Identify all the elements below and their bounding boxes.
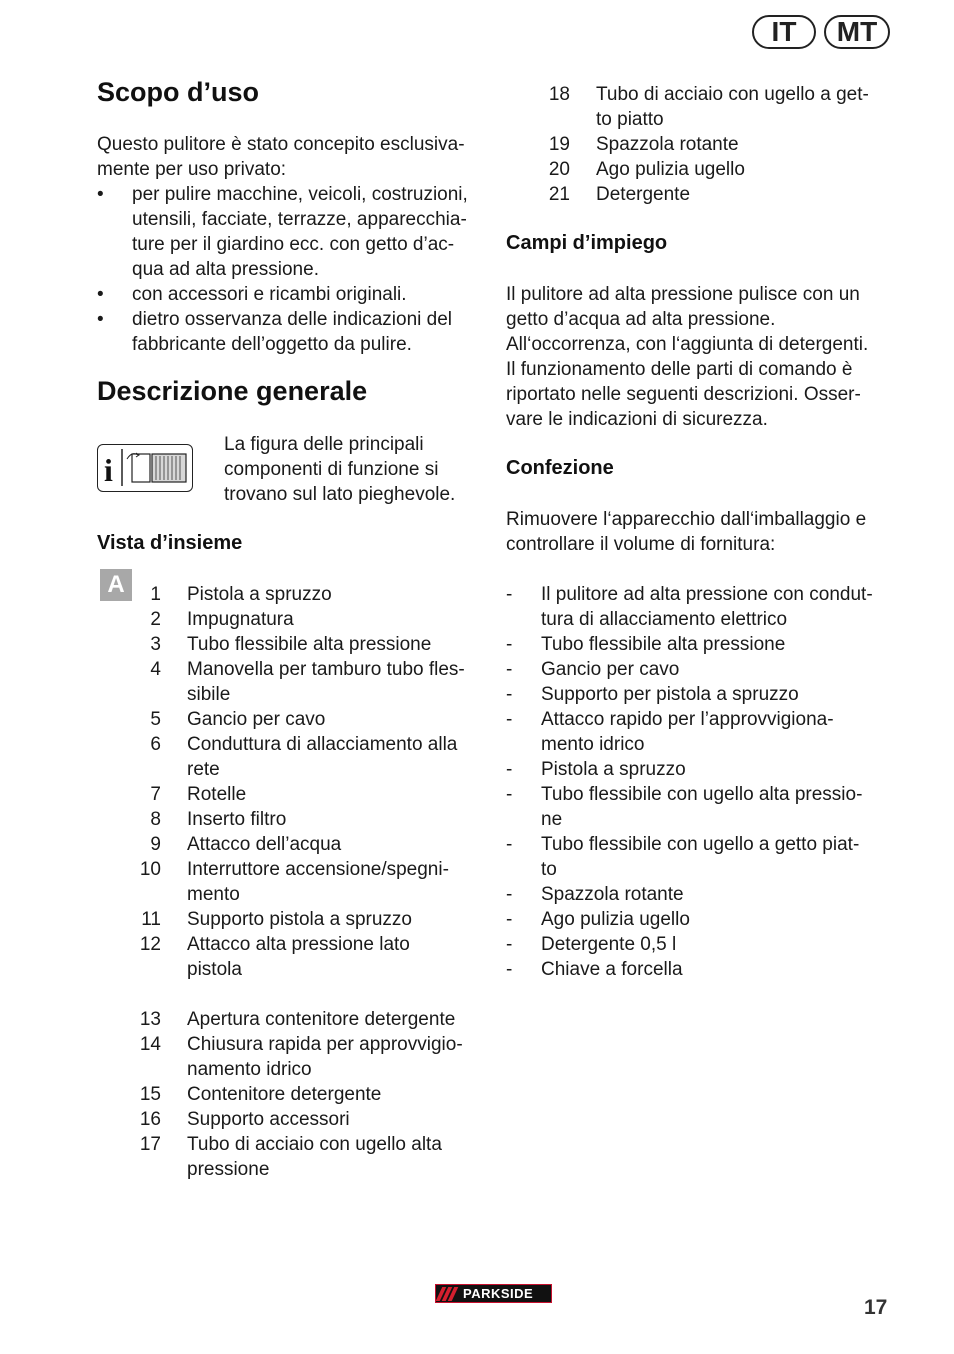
vista-component-list bbox=[139, 582, 487, 1182]
text-line: La figura delle principali bbox=[224, 434, 424, 455]
item-number: 19 bbox=[548, 134, 570, 155]
item-number: 14 bbox=[139, 1034, 161, 1055]
item-number: 1 bbox=[150, 584, 161, 605]
dash-mark: - bbox=[506, 759, 513, 780]
text-line: Chiusura rapida per approvvigio- bbox=[187, 1034, 463, 1055]
text-line: to piatto bbox=[596, 109, 664, 130]
list-item bbox=[548, 182, 896, 207]
bullet-mark: • bbox=[97, 184, 104, 205]
text-line: Detergente bbox=[596, 184, 691, 205]
text-line: Apertura contenitore detergente bbox=[187, 1009, 456, 1030]
section-title-descrizione: Descrizione generale bbox=[97, 376, 368, 406]
text-line: Spazzola rotante bbox=[541, 884, 684, 905]
text-line: Ago pulizia ugello bbox=[596, 159, 745, 180]
text-line: Tubo flessibile alta pressione bbox=[541, 634, 786, 655]
dash-mark: - bbox=[506, 884, 513, 905]
vista-component-list-continued bbox=[548, 82, 896, 207]
list-item bbox=[506, 682, 901, 707]
text-line: pistola bbox=[187, 959, 242, 980]
text-line: Pistola a spruzzo bbox=[541, 759, 686, 780]
text-line: Conduttura di allacciamento alla bbox=[187, 734, 458, 755]
list-item bbox=[150, 632, 487, 657]
text-line: Attacco rapido per l’approvvigiona- bbox=[541, 709, 834, 730]
section-title-confezione: Confezione bbox=[506, 457, 614, 479]
list-item bbox=[506, 957, 901, 982]
list-item bbox=[506, 782, 901, 832]
bullet-mark: • bbox=[97, 284, 104, 305]
item-number: 7 bbox=[150, 784, 161, 805]
list-item bbox=[506, 907, 901, 932]
text-line: All‘occorrenza, con l‘aggiunta di detergenti. bbox=[506, 334, 869, 355]
dash-mark: - bbox=[506, 909, 513, 930]
text-line: componenti di funzione si bbox=[224, 459, 439, 480]
list-item bbox=[548, 132, 896, 157]
list-item bbox=[139, 1007, 487, 1032]
text-line: to bbox=[541, 859, 557, 880]
text-line: rete bbox=[187, 759, 220, 780]
list-item bbox=[150, 607, 487, 632]
text-line: per pulire macchine, veicoli, costruzioni, bbox=[132, 184, 468, 205]
text-line: Detergente 0,5 l bbox=[541, 934, 677, 955]
scopo-intro bbox=[97, 132, 465, 182]
text-line: mento bbox=[187, 884, 240, 905]
text-line: Il funzionamento delle parti di comando è bbox=[506, 359, 853, 380]
list-item bbox=[150, 707, 487, 732]
text-line: namento idrico bbox=[187, 1059, 312, 1080]
dash-mark: - bbox=[506, 784, 513, 805]
list-item bbox=[506, 657, 901, 682]
text-line: tura di allacciamento elettrico bbox=[541, 609, 788, 630]
text-line: riportato nelle seguenti descrizioni. Osser- bbox=[506, 384, 861, 405]
scopo-bullet-list bbox=[97, 182, 487, 357]
list-item bbox=[548, 157, 896, 182]
list-item bbox=[141, 907, 487, 932]
item-number: 5 bbox=[150, 709, 161, 730]
item-number: 2 bbox=[150, 609, 161, 630]
text-line: Attacco alta pressione lato bbox=[187, 934, 410, 955]
list-item bbox=[506, 707, 901, 757]
text-line: Rotelle bbox=[187, 784, 247, 805]
list-item bbox=[139, 1032, 487, 1082]
dash-mark: - bbox=[506, 659, 513, 680]
text-line: Attacco dell’acqua bbox=[187, 834, 342, 855]
list-item bbox=[548, 82, 896, 132]
list-item bbox=[506, 832, 901, 882]
text-line: Gancio per cavo bbox=[541, 659, 680, 680]
language-badge-mt: MT bbox=[824, 15, 890, 49]
text-line: ne bbox=[541, 809, 563, 830]
list-item bbox=[139, 1132, 487, 1182]
list-item bbox=[139, 1082, 487, 1107]
text-line: Tubo di acciaio con ugello alta bbox=[187, 1134, 442, 1155]
descrizione-info-text bbox=[224, 432, 455, 507]
list-item bbox=[139, 1107, 487, 1132]
figure-a-badge: A bbox=[100, 569, 132, 601]
logo-wordmark: PARKSIDE bbox=[463, 1286, 534, 1301]
text-line: Chiave a forcella bbox=[541, 959, 683, 980]
text-line: con accessori e ricambi originali. bbox=[132, 284, 407, 305]
list-item bbox=[506, 882, 901, 907]
dash-mark: - bbox=[506, 634, 513, 655]
item-number: 18 bbox=[548, 84, 570, 105]
info-book-icon bbox=[97, 444, 193, 492]
section-title-vista: Vista d’insieme bbox=[97, 532, 243, 554]
item-number: 12 bbox=[139, 934, 161, 955]
item-number: 4 bbox=[150, 659, 161, 680]
text-line: utensili, facciate, terrazze, apparecchia- bbox=[132, 209, 467, 230]
text-line: Il pulitore ad alta pressione con condut- bbox=[541, 584, 873, 605]
text-line: Manovella per tamburo tubo fles- bbox=[187, 659, 465, 680]
list-item bbox=[139, 932, 487, 982]
list-item bbox=[139, 857, 487, 907]
text-line: Rimuovere l‘apparecchio dall‘imballaggio e bbox=[506, 509, 867, 530]
text-line: mento idrico bbox=[541, 734, 645, 755]
list-item bbox=[150, 782, 487, 807]
text-line: Gancio per cavo bbox=[187, 709, 326, 730]
text-line: Supporto accessori bbox=[187, 1109, 350, 1130]
dash-mark: - bbox=[506, 709, 513, 730]
parkside-logo bbox=[435, 1284, 552, 1303]
item-number: 17 bbox=[139, 1134, 161, 1155]
text-line: vare le indicazioni di sicurezza. bbox=[506, 409, 768, 430]
text-line: controllare il volume di fornitura: bbox=[506, 534, 776, 555]
dash-mark: - bbox=[506, 934, 513, 955]
text-line: sibile bbox=[187, 684, 231, 705]
page-number: 17 bbox=[864, 1296, 888, 1319]
section-title-campi: Campi d’impiego bbox=[506, 232, 668, 254]
text-line: Interruttore accensione/spegni- bbox=[187, 859, 449, 880]
text-line: trovano sul lato pieghevole. bbox=[224, 484, 456, 505]
text-line: Supporto pistola a spruzzo bbox=[187, 909, 412, 930]
item-number: 20 bbox=[548, 159, 570, 180]
list-item bbox=[150, 657, 487, 707]
item-number: 11 bbox=[141, 909, 161, 930]
list-spacer bbox=[187, 982, 487, 1007]
list-item bbox=[506, 932, 901, 957]
text-line: Il pulitore ad alta pressione pulisce con un bbox=[506, 284, 860, 305]
text-line: Spazzola rotante bbox=[596, 134, 739, 155]
confezione-intro bbox=[506, 507, 866, 557]
item-number: 15 bbox=[139, 1084, 161, 1105]
list-item bbox=[150, 732, 487, 782]
list-item bbox=[150, 807, 487, 832]
text-line: Tubo flessibile con ugello a getto piat- bbox=[541, 834, 860, 855]
item-number: 8 bbox=[150, 809, 161, 830]
list-item bbox=[506, 632, 901, 657]
list-item bbox=[506, 757, 901, 782]
campi-text bbox=[506, 282, 868, 432]
language-badge-it: IT bbox=[752, 15, 816, 49]
section-title-scopo: Scopo d’uso bbox=[97, 77, 259, 107]
text-line: Pistola a spruzzo bbox=[187, 584, 332, 605]
item-number: 21 bbox=[548, 184, 570, 205]
item-number: 13 bbox=[139, 1009, 161, 1030]
bullet-item bbox=[97, 307, 487, 357]
confezione-item-list bbox=[506, 582, 901, 982]
dash-mark: - bbox=[506, 684, 513, 705]
text-line: Ago pulizia ugello bbox=[541, 909, 690, 930]
text-line: Inserto filtro bbox=[187, 809, 287, 830]
svg-text:i: i bbox=[104, 452, 113, 488]
text-line: ture per il giardino ecc. con getto d’ac- bbox=[132, 234, 455, 255]
text-line: Supporto per pistola a spruzzo bbox=[541, 684, 799, 705]
item-number: 3 bbox=[150, 634, 161, 655]
text-line: Questo pulitore è stato concepito esclusiva- bbox=[97, 134, 465, 155]
text-line: Impugnatura bbox=[187, 609, 294, 630]
text-line: Tubo flessibile alta pressione bbox=[187, 634, 432, 655]
bullet-item bbox=[97, 182, 487, 282]
list-item bbox=[150, 582, 487, 607]
text-line: Contenitore detergente bbox=[187, 1084, 382, 1105]
item-number: 9 bbox=[150, 834, 161, 855]
text-line: getto d’acqua ad alta pressione. bbox=[506, 309, 776, 330]
item-number: 16 bbox=[139, 1109, 161, 1130]
info-book-graphic bbox=[98, 445, 191, 490]
dash-mark: - bbox=[506, 959, 513, 980]
item-number: 6 bbox=[150, 734, 161, 755]
bullet-mark: • bbox=[97, 309, 104, 330]
text-line: Tubo flessibile con ugello alta pressio- bbox=[541, 784, 863, 805]
dash-mark: - bbox=[506, 584, 513, 605]
logo-stripes-icon bbox=[436, 1285, 463, 1302]
list-item bbox=[506, 582, 901, 632]
list-item bbox=[150, 832, 487, 857]
item-number: 10 bbox=[139, 859, 161, 880]
text-line: pressione bbox=[187, 1159, 270, 1180]
bullet-item bbox=[97, 282, 487, 307]
text-line: mente per uso privato: bbox=[97, 159, 287, 180]
text-line: dietro osservanza delle indicazioni del bbox=[132, 309, 453, 330]
text-line: Tubo di acciaio con ugello a get- bbox=[596, 84, 869, 105]
dash-mark: - bbox=[506, 834, 513, 855]
text-line: qua ad alta pressione. bbox=[132, 259, 319, 280]
text-line: fabbricante dell’oggetto da pulire. bbox=[132, 334, 412, 355]
